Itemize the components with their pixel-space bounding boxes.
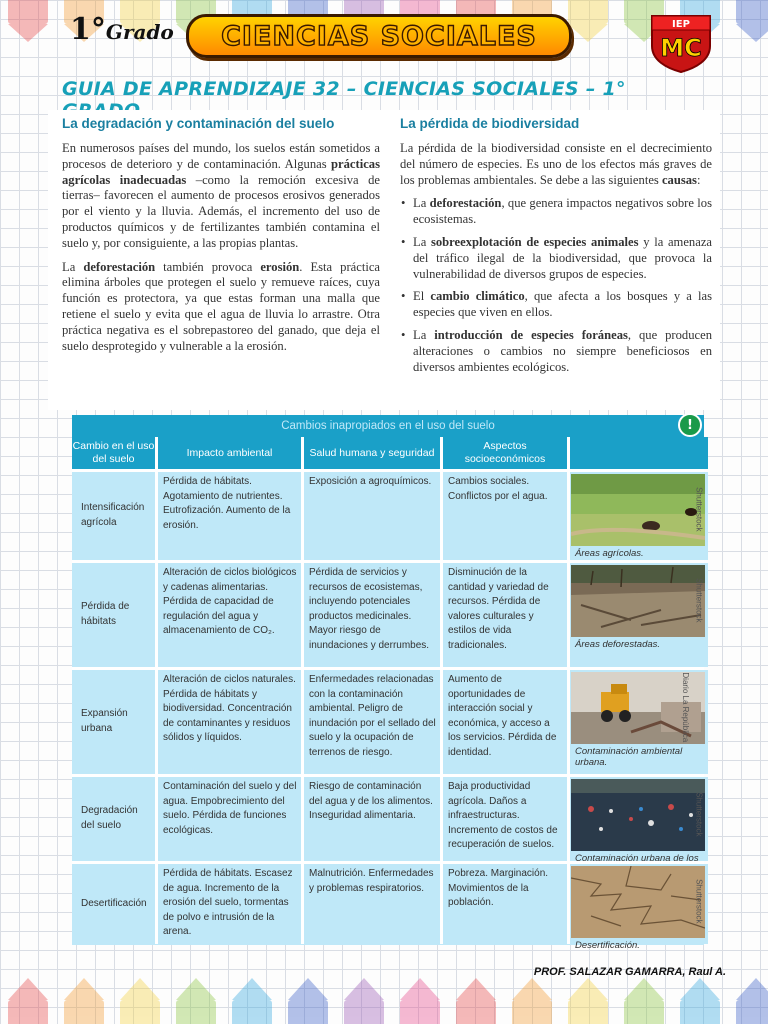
- photo-caption: Áreas deforestadas.: [575, 639, 661, 650]
- table-cell: Alteración de ciclos biológicos y cadenas alimentarias. Pérdida de capacidad de regulación del agua y almacenamiento de CO₂.: [158, 563, 301, 667]
- table-row-header: Expansión urbana: [72, 670, 155, 774]
- bold-text: sobreexplotación de especies animales: [430, 234, 639, 249]
- crayon-decoration: [228, 968, 276, 1024]
- table-row-header: Degradación del suelo: [72, 777, 155, 861]
- table-cell: Baja productividad agrícola. Daños a infraestructuras. Incremento de costos de recuperación de suelos.: [443, 777, 567, 861]
- table-image-cell: [570, 777, 708, 864]
- text: , que genera impactos negativos sobre los ecosistemas.: [413, 196, 712, 227]
- photo-credit: Diario La República: [681, 672, 691, 743]
- table-image-cell: [570, 563, 708, 667]
- text: La pérdida de la biodiversidad consiste en el decrecimiento del número de especies. Es uno de los efectos más graves de los problemas ambientales. Se debe a las siguientes: [400, 141, 712, 187]
- bold-text: deforestación: [429, 196, 502, 211]
- text: La: [62, 259, 84, 274]
- left-paragraph-1: [62, 141, 380, 252]
- table-header: Cambio en el uso del suelo: [72, 437, 155, 469]
- table-image-cell: [570, 864, 708, 951]
- table-cell: Riesgo de contaminación del agua y de los alimentos. Inseguridad alimentaria.: [304, 777, 440, 861]
- grade-number: 1°: [70, 12, 106, 47]
- photo-caption: Desertificación.: [575, 940, 640, 951]
- photo-credit: Shutterstock: [694, 792, 704, 837]
- bold-text: prácticas agrícolas inadecuadas: [62, 156, 380, 187]
- logo-text-top: IEP: [672, 19, 690, 30]
- table-cell: Aumento de oportunidades de interacción social y económica, y acceso a los servicios. Pérdida de identidad.: [443, 670, 567, 774]
- table-cell: Enfermedades relacionadas con la contaminación ambiental. Peligro de inundación por el sellado del suelo y la ocupación de terrenos de riesgo.: [304, 670, 440, 774]
- crayon-decoration: [340, 968, 388, 1024]
- table-cell: Alteración de ciclos naturales. Pérdida de hábitats y biodiversidad. Concentración de contaminantes y residuos sólidos y líquidos.: [158, 670, 301, 774]
- grade-word: Grado: [105, 20, 174, 44]
- left-heading: La degradación y contaminación del suelo: [62, 116, 335, 131]
- text: En numerosos países del mundo, los suelos están sometidos a procesos de deterioro y de contaminación. Algunas: [62, 141, 380, 171]
- table-header-image: [570, 437, 708, 469]
- table-cell: Pobreza. Marginación. Movimientos de la población.: [443, 864, 567, 944]
- table-cell: Contaminación del suelo y del agua. Empobrecimiento del suelo. Pérdida de funciones ecológicas.: [158, 777, 301, 861]
- list-item: [400, 289, 712, 321]
- table-grid: [72, 437, 704, 951]
- left-paragraph-2: [62, 260, 380, 355]
- logo-text-main: MC: [660, 34, 702, 62]
- photo-caption: Áreas agrícolas.: [575, 548, 644, 559]
- table-cell: Pérdida de servicios y recursos de ecosistemas, incluyendo potenciales productos medicinales. Mayor riesgo de inundaciones y derrumbes.: [304, 563, 440, 667]
- table-header: Impacto ambiental: [158, 437, 301, 469]
- table-cell: Cambios sociales. Conflictos por el agua.: [443, 472, 567, 560]
- right-column: [400, 116, 712, 382]
- text: . Esta práctica elimina árboles que protegen el suelo y remueve raíces, cuya función es protectora, ya que estas forman una malla que retiene el suelo y evita que el agua de lluvia lo arrastre. Otra práctica negativa es el sobrepastoreo del ganado, que deja el suelo desprotegido y vulnerable a la erosión.: [62, 259, 380, 353]
- photo-caption: Contaminación urbana de los: [575, 853, 699, 864]
- table-cell: Exposición a agroquímicos.: [304, 472, 440, 560]
- text: La: [413, 234, 431, 249]
- bold-text: erosión: [260, 259, 300, 274]
- crayon-decoration: [452, 968, 500, 1024]
- table-image-cell: [570, 472, 708, 560]
- crayon-decoration: [4, 0, 52, 46]
- text: –como la remoción excesiva de tierras– favorecen el aumento de procesos erosivos generados por el viento y la lluvia. Además, el incremento del uso de productos químicos y de fertilizantes también contamina el suelo y, por consiguiente, a las propias plantas.: [62, 172, 380, 250]
- crayon-decoration: [116, 968, 164, 1024]
- grade-label: [70, 12, 174, 47]
- crayon-decoration: [732, 0, 768, 46]
- table-image-cell: [570, 670, 708, 774]
- table-title: [72, 415, 704, 437]
- photo-credit: Shutterstock: [694, 879, 704, 924]
- text: La: [413, 196, 430, 211]
- table-cell: Pérdida de hábitats. Escasez de agua. Incremento de la erosión del suelo, tormentas de polvo e intrusión de la arena.: [158, 864, 301, 944]
- causes-list: [400, 196, 712, 375]
- crayon-decoration: [60, 968, 108, 1024]
- text: :: [696, 172, 701, 187]
- crayon-decoration: [4, 968, 52, 1024]
- text: , que producen alteraciones o cambios no siempre beneficiosos en diversos ambientes ecológicos.: [413, 327, 712, 374]
- bold-text: causas: [661, 172, 697, 187]
- table-header: Aspectos socioeconómicos: [443, 437, 567, 469]
- photo-image: [571, 779, 705, 851]
- photo-image: [571, 474, 705, 546]
- right-intro: [400, 141, 712, 188]
- text-content: [48, 110, 720, 410]
- crayon-decoration: [284, 968, 332, 1024]
- crayon-decoration: [732, 968, 768, 1024]
- list-item: [400, 235, 712, 282]
- bold-text: cambio climático: [430, 289, 525, 304]
- table-cell: Malnutrición. Enfermedades y problemas respiratorios.: [304, 864, 440, 944]
- subject-banner: [186, 14, 572, 58]
- list-item: [400, 328, 712, 375]
- photo-image: [571, 565, 705, 637]
- photo-credit: Shutterstock: [694, 487, 704, 532]
- right-heading: La pérdida de biodiversidad: [400, 116, 580, 131]
- bold-text: deforestación: [83, 259, 156, 274]
- photo-credit: Shutterstock: [694, 578, 704, 623]
- text: El: [413, 289, 431, 304]
- land-use-table: [72, 415, 704, 951]
- table-row-header: Pérdida de hábitats: [72, 563, 155, 667]
- left-column: [62, 116, 380, 362]
- table-title-text: Cambios inapropiados en el uso del suelo: [281, 420, 495, 432]
- photo-image: [571, 866, 705, 938]
- text: La: [413, 327, 435, 342]
- photo-caption: Contaminación ambiental urbana.: [575, 746, 683, 768]
- table-row-header: Intensificación agrícola: [72, 472, 155, 560]
- guide-title: GUIA DE APRENDIZAJE 32 – CIENCIAS SOCIALES – 1°: [62, 78, 626, 100]
- crayon-decoration: [396, 968, 444, 1024]
- table-cell: Disminución de la cantidad y variedad de recursos. Pérdida de valores culturales y estilos de vida tradicionales.: [443, 563, 567, 667]
- alert-icon: !: [678, 413, 702, 437]
- list-item: [400, 196, 712, 228]
- table-header: Salud humana y seguridad: [304, 437, 440, 469]
- table-row-header: Desertificación: [72, 864, 155, 944]
- table-cell: Pérdida de hábitats. Agotamiento de nutrientes. Eutrofización. Aumento de la erosión.: [158, 472, 301, 560]
- crayon-decoration: [172, 968, 220, 1024]
- text: , que afecta a los bosques y a las especies que viven en ellos.: [413, 289, 713, 320]
- banner-title: CIENCIAS SOCIALES: [221, 20, 537, 52]
- bold-text: introducción de especies foráneas: [434, 327, 628, 342]
- text: y la amenaza del tráfico ilegal de la biodiversidad, que provoca la vulnerabilidad de diversos grupos de especies.: [413, 234, 712, 281]
- text: también provoca: [155, 259, 261, 274]
- author-footer: PROF. SALAZAR GAMARRA, Raul A.: [533, 966, 726, 978]
- school-logo-icon: [646, 12, 716, 74]
